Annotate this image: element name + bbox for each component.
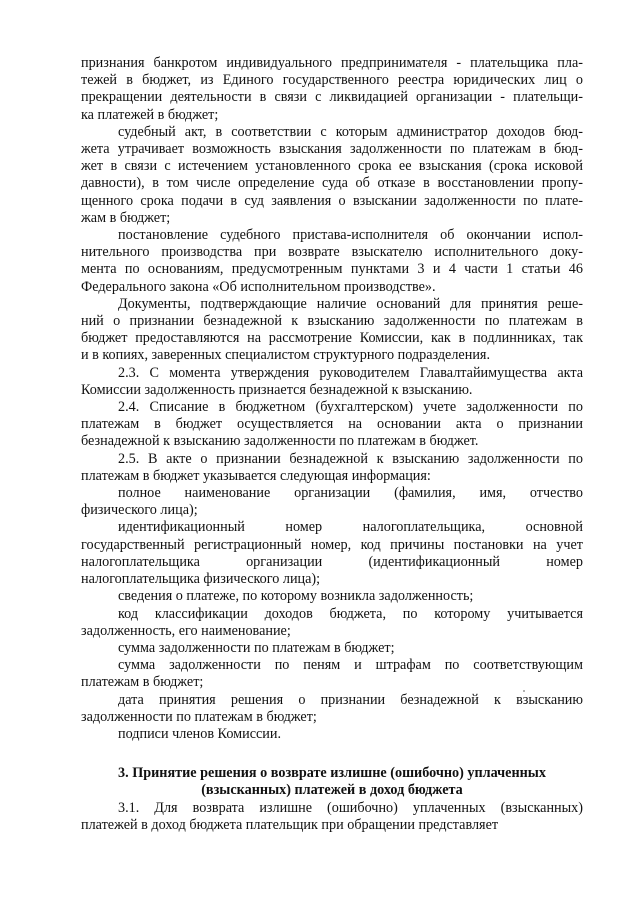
text-line: 2.3. С момента утверждения руководителем Главалтайимущества акта bbox=[118, 364, 583, 381]
text-line: мента по основаниям, предусмотренным пунктами 3 и 4 части 1 статьи 46 bbox=[81, 261, 583, 278]
text-line: ка платежей в бюджет; bbox=[81, 106, 219, 123]
paragraph bbox=[81, 588, 583, 605]
paragraph bbox=[81, 399, 583, 451]
text-line: Федерального закона «Об исполнительном производстве». bbox=[81, 278, 436, 295]
paragraph bbox=[81, 606, 583, 640]
text-line: физического лица); bbox=[81, 502, 198, 519]
text-line: код классификации доходов бюджета, по которому учитывается bbox=[118, 605, 583, 622]
section-heading-line-2: (взысканных) платежей в доход бюджета bbox=[201, 782, 463, 799]
text-line: бюджет предоставляются на рассмотрение Комиссии, как в подлинниках, так bbox=[81, 330, 583, 347]
text-line: дата принятия решения о признании безнадежной к взысканию bbox=[118, 691, 583, 708]
text-line: Комиссии задолженность признается безнадежной к взысканию. bbox=[81, 381, 473, 398]
paragraph bbox=[81, 640, 583, 657]
text-line: тежей в бюджет, из Единого государственного реестра юридических лиц о bbox=[81, 72, 583, 89]
text-line: платежам в бюджет указывается следующая информация: bbox=[81, 467, 431, 484]
paragraph bbox=[81, 124, 583, 227]
text-line: государственный регистрационный номер, код причины постановки на учет bbox=[81, 536, 583, 553]
text-line: задолженность, его наименование; bbox=[81, 622, 291, 639]
section-heading bbox=[81, 765, 583, 799]
text-line: нительного производства при возврате взыскателю исполнительного доку- bbox=[81, 244, 583, 261]
text-line: сумма задолженности по пеням и штрафам по соответствующим bbox=[118, 657, 583, 674]
scan-speck bbox=[523, 690, 525, 692]
text-line: судебный акт, в соответствии с которым администратор доходов бюд- bbox=[118, 123, 583, 140]
section-3-body bbox=[81, 800, 583, 834]
paragraph bbox=[81, 692, 583, 726]
paragraph bbox=[81, 657, 583, 691]
text-line: и в копиях, заверенных специалистом структурного подразделения. bbox=[81, 347, 490, 364]
text-line: постановление судебного пристава-исполнителя об окончании испол- bbox=[118, 227, 583, 244]
paragraph bbox=[81, 365, 583, 399]
text-line: налогоплательщика физического лица); bbox=[81, 571, 321, 588]
text-line: сведения о платеже, по которому возникла задолженность; bbox=[118, 588, 474, 605]
text-line: жет в связи с истечением установленного срока ее взыскания (срока исковой bbox=[81, 158, 583, 175]
text-line: жам в бюджет; bbox=[81, 209, 171, 226]
paragraph bbox=[81, 451, 583, 485]
paragraph bbox=[81, 55, 583, 124]
paragraph bbox=[81, 519, 583, 588]
text-line: идентификационный номер налогоплательщика, основной bbox=[118, 519, 583, 536]
text-line: признания банкротом индивидуального предпринимателя - плательщика пла- bbox=[81, 55, 583, 71]
paragraph bbox=[81, 296, 583, 365]
paragraph bbox=[81, 227, 583, 296]
text-line: полное наименование организации (фамилия, имя, отчество bbox=[118, 485, 583, 502]
paragraph bbox=[81, 726, 583, 743]
paragraph bbox=[81, 800, 583, 834]
text-line: задолженности по платежам в бюджет; bbox=[81, 708, 317, 725]
text-line: ний о признании безнадежной к взысканию задолженности по платежам в bbox=[81, 313, 583, 330]
text-line: 3.1. Для возврата излишне (ошибочно) уплаченных (взысканных) bbox=[118, 799, 583, 816]
text-line: безнадежной к взысканию задолженности по платежам в бюджет. bbox=[81, 433, 479, 450]
text-line: 2.5. В акте о признании безнадежной к взысканию задолженности по bbox=[118, 450, 583, 467]
text-line: платежам в бюджет осуществляется на основании акта о признании bbox=[81, 416, 583, 433]
text-line: подписи членов Комиссии. bbox=[118, 725, 282, 742]
paragraph bbox=[81, 485, 583, 519]
text-line: прекращении деятельности в связи с ликвидацией организации - плательщи- bbox=[81, 89, 583, 106]
text-line: 2.4. Списание в бюджетном (бухгалтерском) учете задолженности по bbox=[118, 399, 583, 416]
text-line: жета утрачивает возможность взыскания задолженности по платежам в бюд- bbox=[81, 141, 583, 158]
text-line: давности), в том числе определение суда об отказе в восстановлении пропу- bbox=[81, 175, 583, 192]
document-body bbox=[81, 55, 583, 743]
text-line: платежей в доход бюджета плательщик при обращении представляет bbox=[81, 816, 499, 833]
text-line: платежам в бюджет; bbox=[81, 674, 204, 691]
text-line: сумма задолженности по платежам в бюджет; bbox=[118, 639, 395, 656]
section-heading-line-1: 3. Принятие решения о возврате излишне (ошибочно) уплаченных bbox=[118, 765, 546, 782]
text-line: Документы, подтверждающие наличие оснований для принятия реше- bbox=[118, 295, 583, 312]
text-line: налогоплательщика организации (идентификационный номер bbox=[81, 553, 583, 570]
text-line: щенного срока подачи в суд заявления о взыскании задолженности по плате- bbox=[81, 192, 583, 209]
